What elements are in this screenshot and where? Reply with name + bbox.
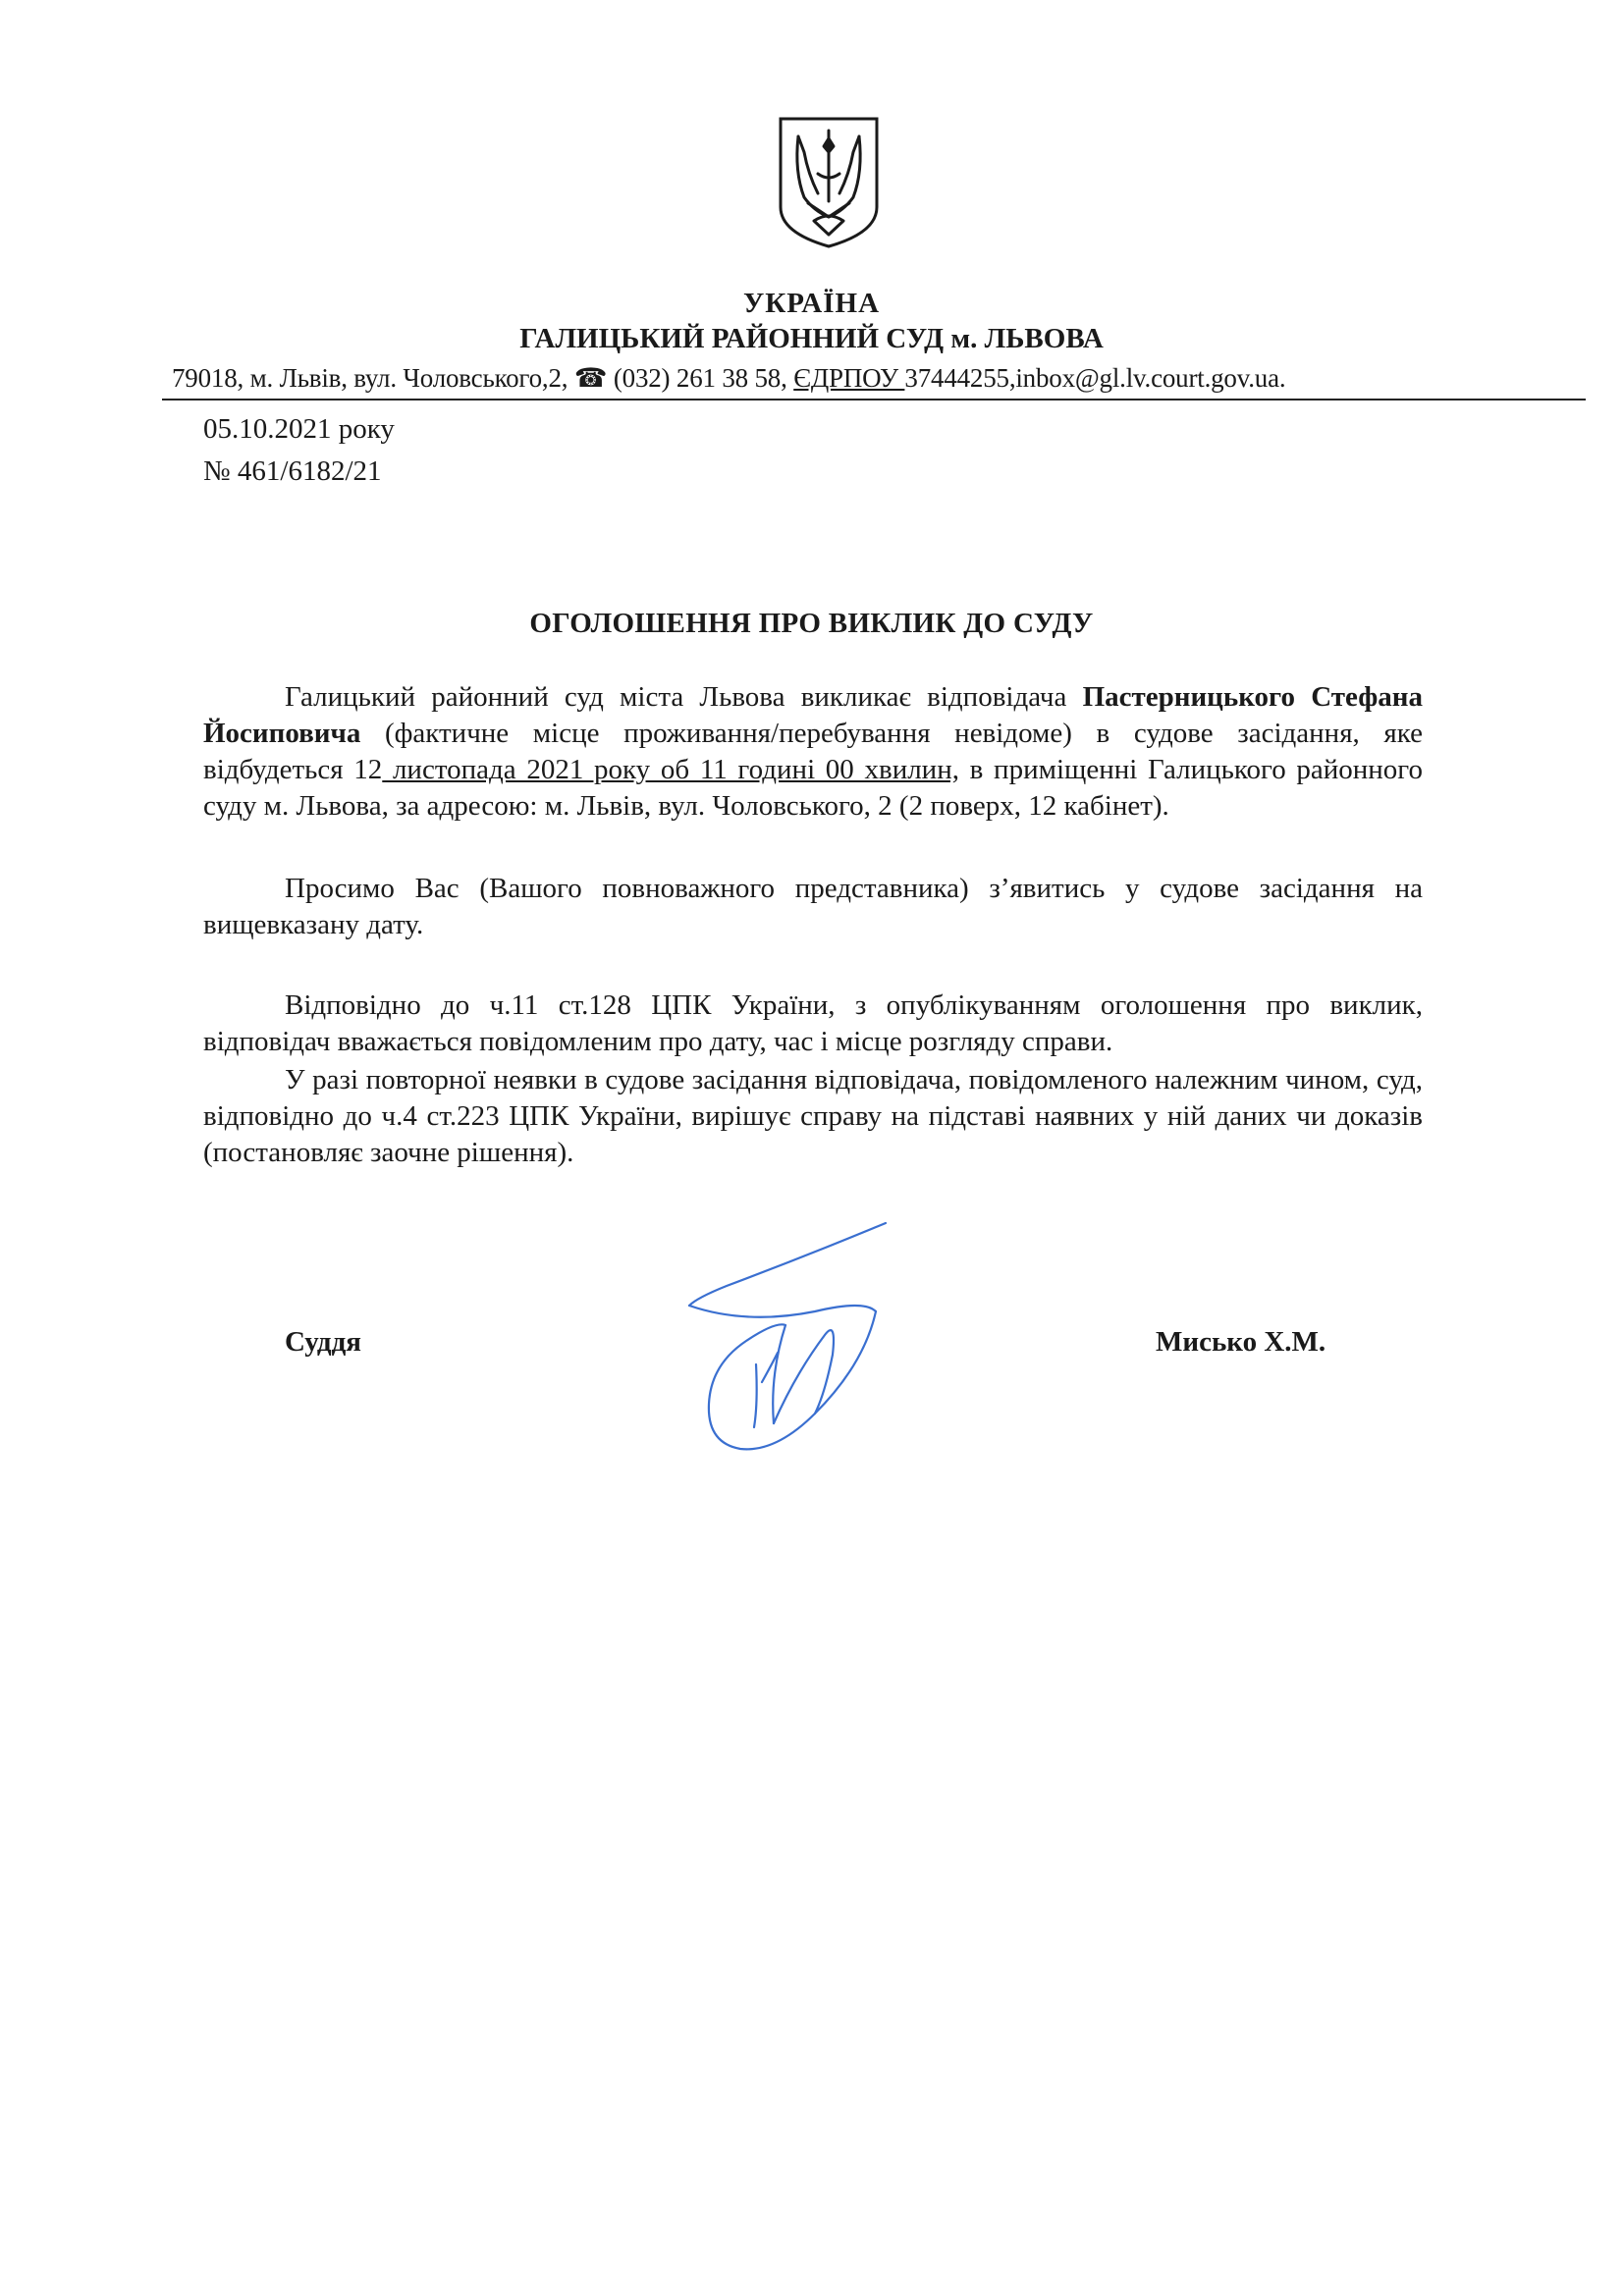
signature-label: Суддя — [285, 1326, 361, 1358]
judge-name: Мисько Х.М. — [1156, 1326, 1326, 1358]
header-country: УКРАЇНА — [742, 288, 881, 319]
paragraph-summons — [203, 679, 1423, 825]
document-date: 05.10.2021 року — [203, 413, 395, 445]
phone-icon: ☎ — [573, 363, 608, 393]
document-title: ОГОЛОШЕННЯ ПРО ВИКЛИК ДО СУДУ — [529, 608, 1094, 639]
paragraph-request: Просимо Вас (Вашого повноважного представника) з’явитись у судове засідання на вищевказану дату. — [203, 873, 1423, 940]
coat-of-arms-emblem-icon — [775, 113, 883, 250]
contact-address: 79018, м. Львів, вул. Чоловського,2, — [172, 363, 574, 393]
hearing-datetime: листопада 2021 року об 11 годині 00 хвилин, — [382, 754, 959, 785]
header-court-name: ГАЛИЦЬКИЙ РАЙОННИЙ СУД м. ЛЬВОВА — [519, 323, 1104, 354]
paragraph-notice: Відповідно до ч.11 ст.128 ЦПК України, з опублікуванням оголошення про виклик, відповідач вважається повідомленим про дату, час і місце розгляду справи. — [203, 989, 1423, 1057]
paragraph-default: У разі повторної неявки в судове засідання відповідача, повідомленого належним чином, суд, відповідно до ч.4 ст.223 ЦПК України, вирішує справу на підставі наявних у ній даних чи доказів (постановляє заочне рішення). — [203, 1064, 1423, 1168]
summons-text-b: (фактичне місце проживання/перебування невідоме) в судове засідання, яке відбудеться 12 — [203, 718, 1423, 785]
summons-text-c: в приміщенні Галицького районного суду м. Львова, за адресою: м. Львів, вул. Чоловського, 2 (2 поверх, 12 кабінет). — [203, 754, 1423, 822]
handwritten-signature — [668, 1217, 903, 1472]
contact-edrpou-label: ЄДРПОУ — [793, 363, 905, 393]
contact-edrpou-email: 37444255,inbox@gl.lv.court.gov.ua. — [904, 363, 1286, 393]
defendant-name: Пастерницького Стефана Йосиповича — [203, 681, 1423, 749]
case-number: № 461/6182/21 — [203, 455, 382, 487]
contact-phone: (032) 261 38 58, — [607, 363, 794, 393]
header-divider — [162, 399, 1586, 400]
contact-line — [172, 361, 1576, 395]
summons-text-a: Галицький районний суд міста Львова викликає відповідача — [285, 681, 1083, 713]
